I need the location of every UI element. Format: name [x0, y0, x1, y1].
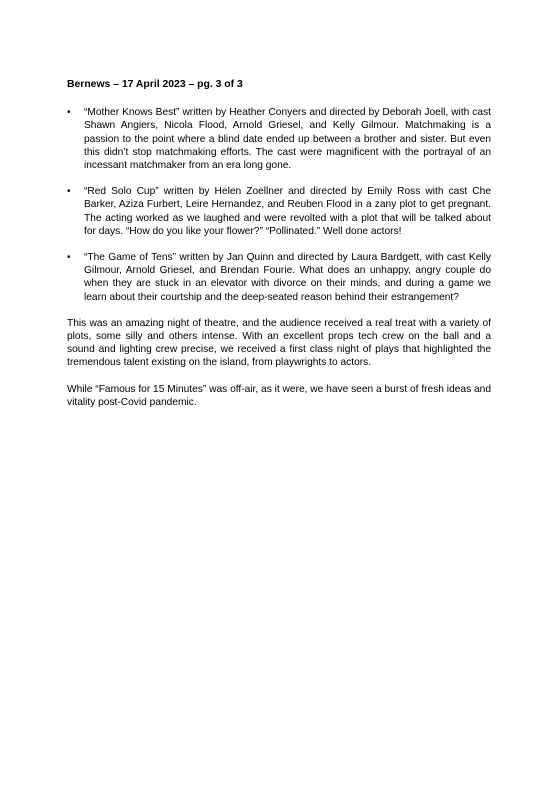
list-item-text: “Red Solo Cup” written by Helen Zoellner and directed by Emily Ross with cast Che Barker, Aziza Furbert, Leire Hernandez, and Reuben Flood in a zany plot to get pregnant. The acting worked as we laughed and were revolted with a plot that will be talked about for days. “How do you like your flower?” “Pollinated.” Well done actors! [84, 186, 491, 237]
body-paragraph: While “Famous for 15 Minutes” was off-air, as it were, we have seen a burst of fresh ideas and vitality post-Covid pandemic. [67, 383, 491, 408]
body-paragraph: This was an amazing night of theatre, and the audience received a real treat with a variety of plots, some silly and others intense. With an excellent props tech crew on the ball and a sound and lighting crew precise, we received a first class night of plays that highlighted the tremendous talent existing on the island, from playwrights to actors. [67, 317, 491, 369]
document-page [67, 78, 491, 422]
bullet-icon: • [67, 252, 71, 264]
list-item-text: “The Game of Tens” written by Jan Quinn and directed by Laura Bardgett, with cast Kelly Gilmour, Arnold Griesel, and Brendan Fourie. What does an unhappy, angry couple do when they are stuck in an elevator with divorce on their minds, and during a game we learn about their courtship and the deep-seated reason behind their estrangement? [84, 252, 491, 303]
list-item [67, 185, 491, 238]
bullet-icon: • [67, 186, 71, 198]
list-item-text: “Mother Knows Best” written by Heather Conyers and directed by Deborah Joell, with cast Shawn Angiers, Nicola Flood, Arnold Griesel, and Kelly Gilmour. Matchmaking is a passion to the point where a blind date ended up between a brother and sister. But even this didn’t stop matchmaking efforts. The cast were magnificent with the portrayal of an incessant matchmaker from an era long gone. [84, 107, 491, 172]
play-list [67, 106, 491, 304]
list-item [67, 106, 491, 172]
bullet-icon: • [67, 107, 71, 119]
list-item [67, 251, 491, 304]
page-heading: Bernews – 17 April 2023 – pg. 3 of 3 [67, 79, 243, 90]
